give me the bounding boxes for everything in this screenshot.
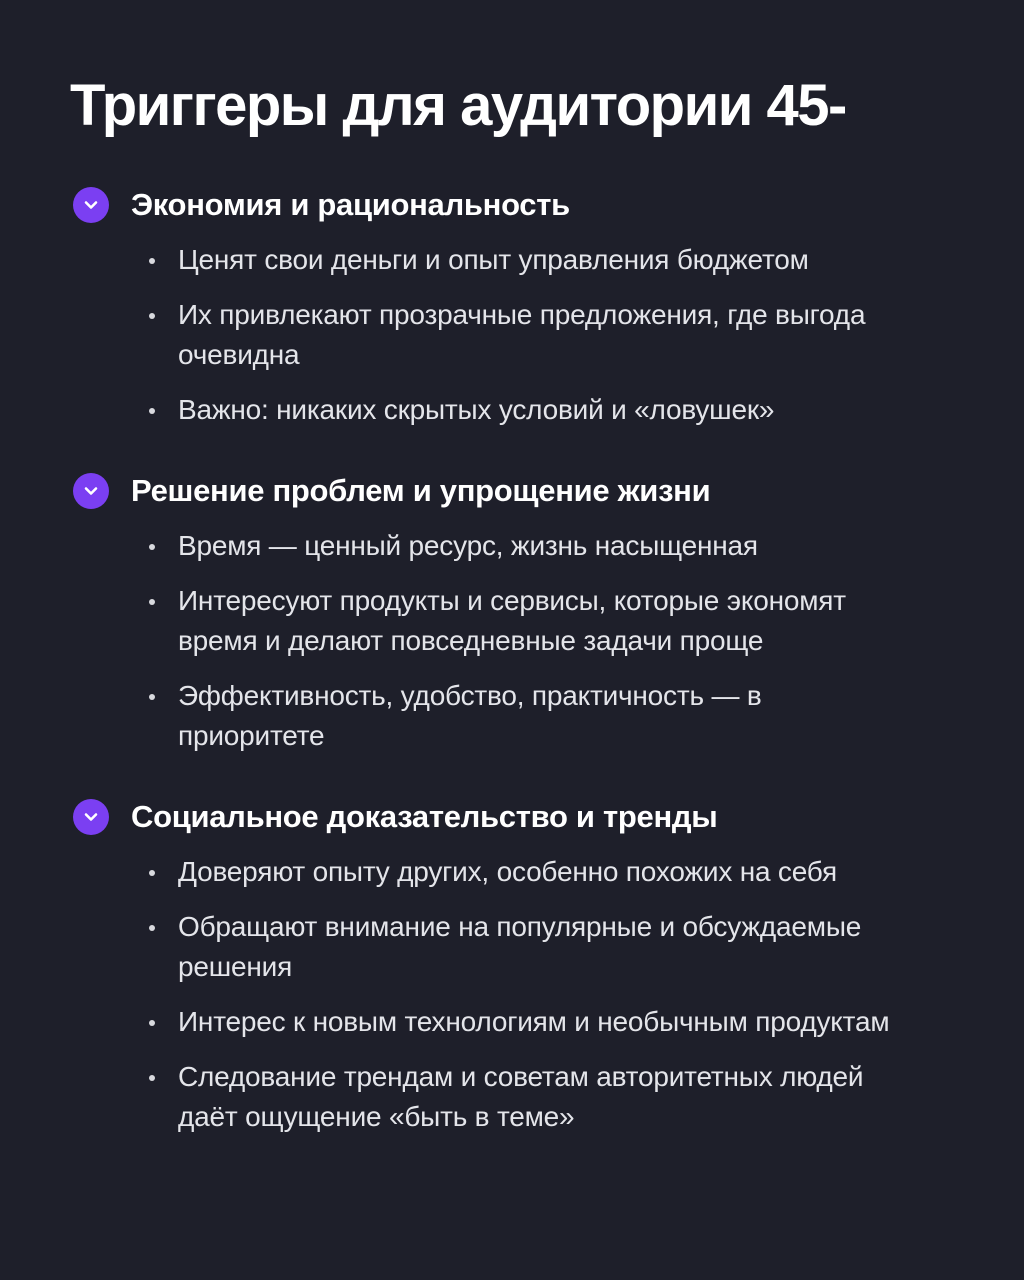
list-item [178,1057,914,1137]
list-item [178,676,914,756]
bullet-dot [149,870,155,876]
list-item-text: Важно: никаких скрытых условий и «ловушек» [178,394,775,425]
section-economy [70,184,950,430]
bullet-dot [149,1075,155,1081]
page-title: Триггеры для аудитории 45- [70,73,846,138]
bullet-dot [149,599,155,605]
trigger-sections [70,184,950,1137]
list-item-text: Ценят свои деньги и опыт управления бюджетом [178,244,809,275]
list-item-text: Интересуют продукты и сервисы, которые экономят время и делают повседневные задачи проще [178,585,846,656]
list-item [178,581,914,661]
section-title: Социальное доказательство и тренды [131,799,718,834]
bullet-dot [149,1020,155,1026]
check-circle-icon [73,473,109,509]
list-item-text: Интерес к новым технологиям и необычным продуктам [178,1006,890,1037]
list-item [178,390,914,430]
bullet-list [34,526,914,756]
bullet-dot [149,258,155,264]
section-header [70,184,950,226]
section-header [70,796,950,838]
bullet-dot [149,408,155,414]
bullet-dot [149,313,155,319]
section-title: Экономия и рациональность [131,187,570,222]
check-circle-icon [73,799,109,835]
list-item-text: Эффективность, удобство, практичность — в приоритете [178,680,762,751]
list-item-text: Доверяют опыту других, особенно похожих на себя [178,856,837,887]
bullet-list [34,852,914,1137]
bullet-dot [149,694,155,700]
list-item-text: Время — ценный ресурс, жизнь насыщенная [178,530,758,561]
bullet-list [34,240,914,430]
list-item [178,240,914,280]
list-item-text: Их привлекают прозрачные предложения, где выгода очевидна [178,299,866,370]
list-item [178,907,914,987]
bullet-dot [149,925,155,931]
list-item [178,526,914,566]
list-item [178,295,914,375]
section-title: Решение проблем и упрощение жизни [131,473,711,508]
check-circle-icon [73,187,109,223]
list-item-text: Обращают внимание на популярные и обсуждаемые решения [178,911,862,982]
list-item [178,852,914,892]
list-item-text: Следование трендам и советам авторитетных людей даёт ощущение «быть в теме» [178,1061,864,1132]
list-item [178,1002,914,1042]
section-social-proof [70,796,950,1137]
bullet-dot [149,544,155,550]
section-problem-solving [70,470,950,756]
section-header [70,470,950,512]
